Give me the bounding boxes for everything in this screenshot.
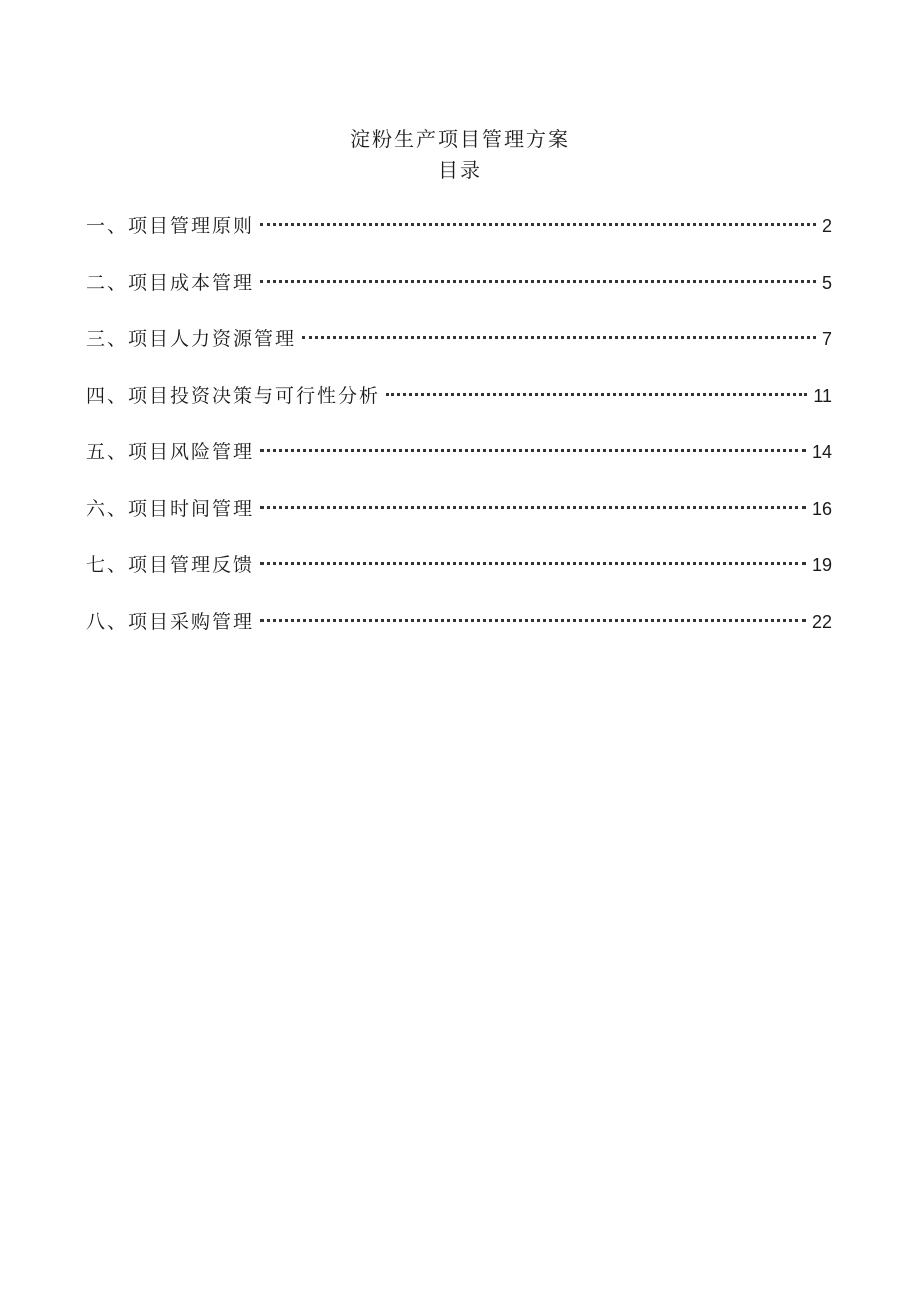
- table-of-contents: [86, 210, 832, 662]
- toc-dot-leader: [260, 449, 806, 452]
- toc-entry-label: 三、项目人力资源管理: [86, 328, 297, 350]
- toc-entry[interactable]: [86, 606, 832, 663]
- toc-entry[interactable]: [86, 210, 832, 267]
- toc-entry-page: 11: [813, 385, 832, 406]
- toc-dot-leader: [260, 280, 816, 283]
- toc-dot-leader: [386, 393, 807, 396]
- toc-dot-leader: [302, 336, 816, 339]
- toc-entry-label: 二、项目成本管理: [86, 271, 255, 294]
- toc-entry-label: 四、项目投资决策与可行性分析: [86, 384, 381, 407]
- toc-heading: 目录: [438, 158, 482, 182]
- toc-entry-page: 16: [811, 498, 832, 519]
- toc-entry-label: 八、项目采购管理: [86, 610, 255, 633]
- toc-entry[interactable]: [86, 267, 832, 324]
- toc-entry-label: 一、项目管理原则: [86, 215, 255, 237]
- toc-dot-leader: [260, 223, 816, 226]
- toc-entry[interactable]: [86, 493, 832, 550]
- toc-entry[interactable]: [86, 323, 832, 380]
- toc-dot-leader: [260, 506, 806, 509]
- toc-entry-label: 六、项目时间管理: [86, 497, 255, 520]
- toc-entry-page: 7: [821, 329, 832, 349]
- toc-entry[interactable]: [86, 549, 832, 606]
- toc-dot-leader: [260, 619, 806, 622]
- toc-entry-page: 2: [821, 216, 832, 236]
- toc-entry-label: 五、项目风险管理: [86, 441, 255, 463]
- toc-dot-leader: [260, 562, 806, 565]
- toc-entry-page: 14: [811, 442, 832, 462]
- toc-entry[interactable]: [86, 436, 832, 493]
- toc-entry-label: 七、项目管理反馈: [86, 554, 255, 576]
- toc-entry-page: 5: [821, 272, 832, 293]
- toc-entry[interactable]: [86, 380, 832, 437]
- toc-entry-page: 19: [811, 555, 832, 575]
- toc-entry-page: 22: [811, 611, 832, 632]
- document-title: 淀粉生产项目管理方案: [350, 127, 570, 151]
